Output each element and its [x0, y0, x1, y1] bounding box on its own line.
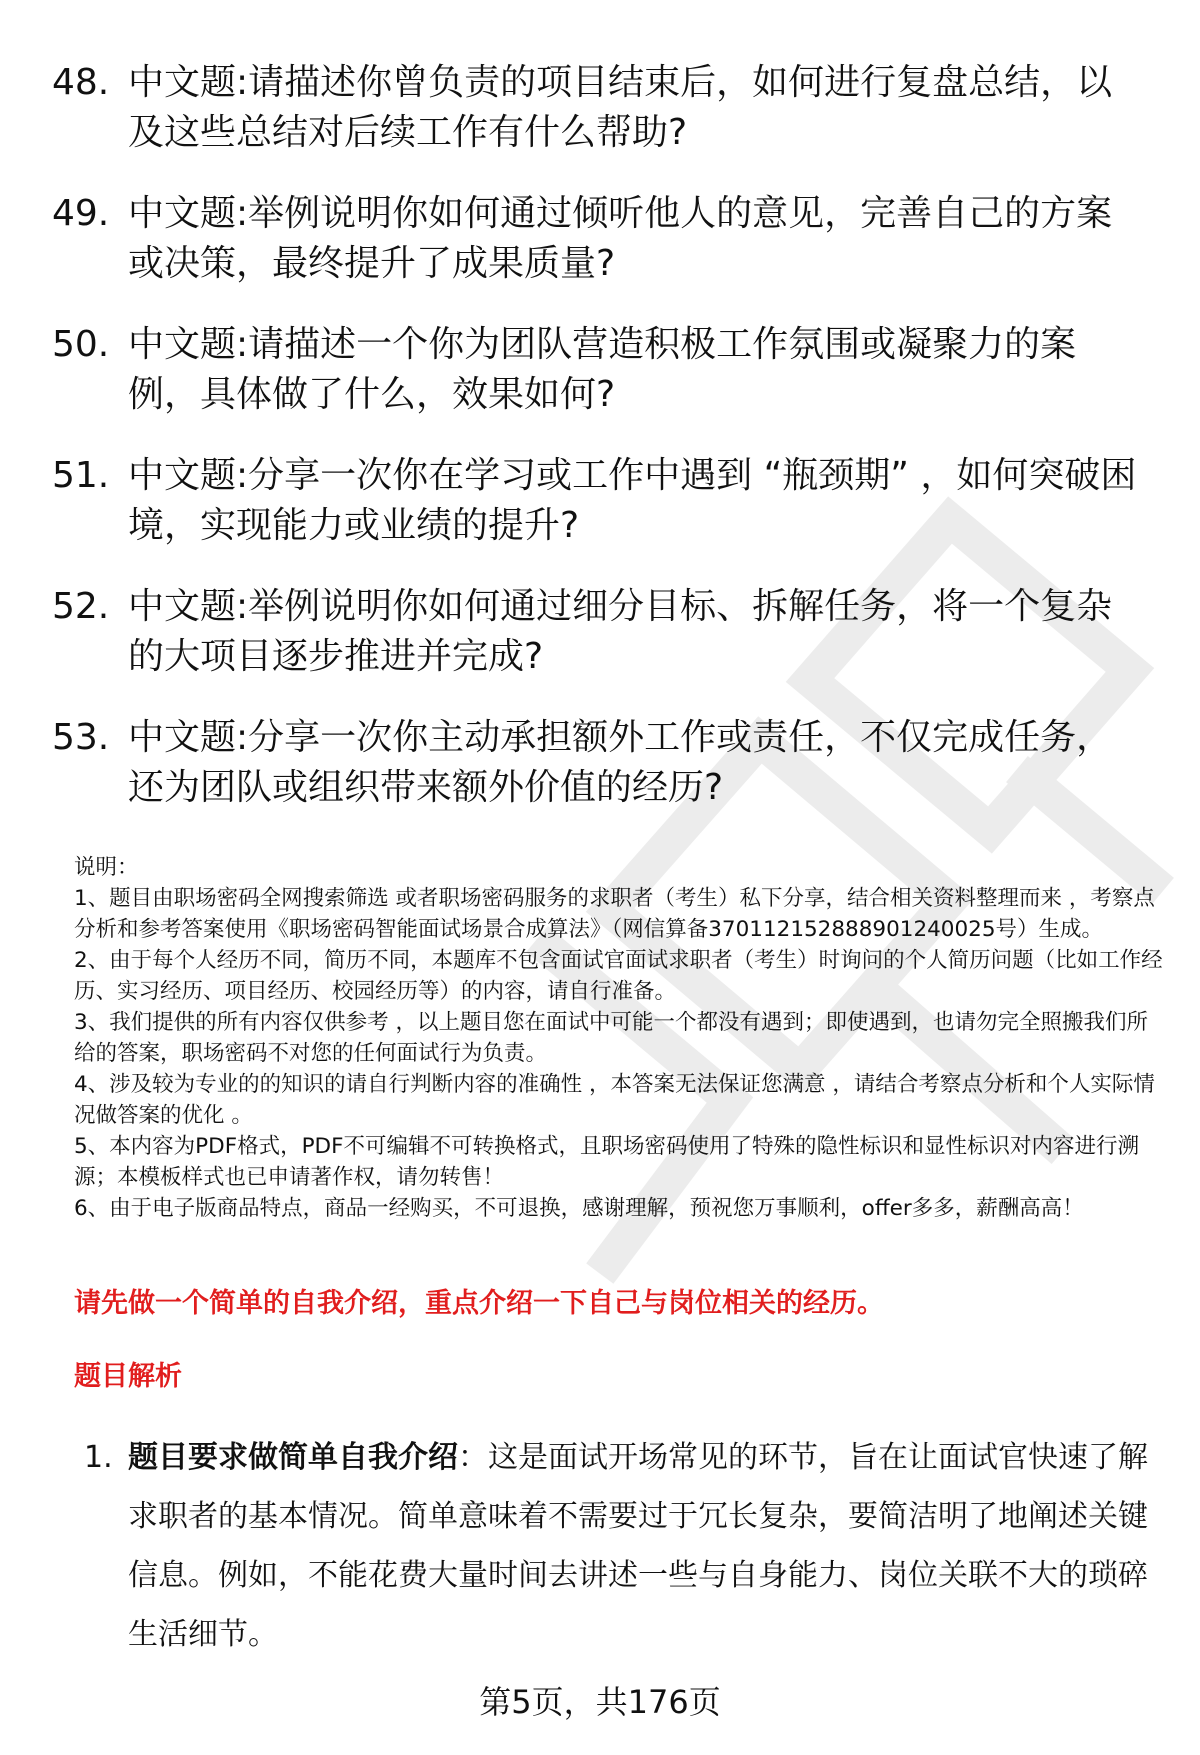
notes-item: 4、涉及较为专业的的知识的请自行判断内容的准确性 ，本答案无法保证您满意 ，请结合考察点分析和个人实际情况做答案的优化 。 — [74, 1072, 1155, 1128]
notes-item: 2、由于每个人经历不同，简历不同，本题库不包含面试官面试求职者（考生）时询问的个人简历问题（比如工作经历、实习经历、项目经历、校园经历等）的内容，请自行准备。 — [74, 948, 1163, 1004]
question-item — [52, 713, 1152, 813]
analysis-heading: 题目解析 — [74, 1361, 182, 1392]
notes-title: 说明： — [74, 855, 139, 880]
analysis-item — [84, 1428, 1164, 1664]
notes-section — [74, 852, 1164, 1224]
page-footer: 第5页，共176页 — [479, 1683, 721, 1721]
question-number: 52. — [52, 586, 110, 627]
question-item — [52, 582, 1152, 682]
question-number: 51. — [52, 455, 110, 496]
question-list — [52, 58, 1152, 844]
question-item — [52, 451, 1152, 551]
intro-question-heading: 请先做一个简单的自我介绍，重点介绍一下自己与岗位相关的经历。 — [74, 1288, 884, 1319]
question-text: 中文题:请描述一个你为团队营造积极工作氛围或凝聚力的案例，具体做了什么，效果如何? — [128, 324, 1077, 415]
question-number: 48. — [52, 62, 110, 103]
notes-item: 6、由于电子版商品特点，商品一经购买，不可退换，感谢理解，预祝您万事顺利，offer多多，薪酬高高！ — [74, 1196, 1084, 1221]
question-number: 53. — [52, 717, 110, 758]
question-number: 50. — [52, 324, 110, 365]
question-item — [52, 58, 1152, 158]
question-item — [52, 189, 1152, 289]
analysis-body — [128, 1428, 1164, 1664]
notes-item: 3、我们提供的所有内容仅供参考 ，以上题目您在面试中可能一个都没有遇到；即使遇到，也请勿完全照搬我们所给的答案，职场密码不对您的任何面试行为负责。 — [74, 1010, 1149, 1066]
question-text: 中文题:分享一次你主动承担额外工作或责任，不仅完成任务，还为团队或组织带来额外价值的经历? — [128, 717, 1113, 808]
question-text: 中文题:举例说明你如何通过倾听他人的意见，完善自己的方案或决策，最终提升了成果质量? — [128, 193, 1113, 284]
analysis-number: 1. — [84, 1440, 113, 1475]
analysis-term: 题目要求做简单自我介绍 — [128, 1440, 458, 1475]
question-text: 中文题:举例说明你如何通过细分目标、拆解任务，将一个复杂的大项目逐步推进并完成? — [128, 586, 1113, 677]
question-text: 中文题:分享一次你在学习或工作中遇到 “瓶颈期” ，如何突破困境，实现能力或业绩的提升? — [128, 455, 1137, 546]
question-number: 49. — [52, 193, 110, 234]
question-text: 中文题:请描述你曾负责的项目结束后，如何进行复盘总结，以及这些总结对后续工作有什么帮助? — [128, 62, 1113, 153]
notes-item: 5、本内容为PDF格式，PDF不可编辑不可转换格式，且职场密码使用了特殊的隐性标识和显性标识对内容进行溯源；本模板样式也已申请著作权，请勿转售！ — [74, 1134, 1139, 1190]
question-item — [52, 320, 1152, 420]
notes-item: 1、题目由职场密码全网搜索筛选 或者职场密码服务的求职者（考生）私下分享，结合相关资料整理而来 ，考察点分析和参考答案使用《职场密码智能面试场景合成算法》（网信算备370112152888901240025号）生成。 — [74, 886, 1155, 942]
analysis-text: ：这是面试开场常见的环节，旨在让面试官快速了解求职者的基本情况。简单意味着不需要过于冗长复杂，要简洁明了地阐述关键信息。例如，不能花费大量时间去讲述一些与自身能力、岗位关联不大的琐碎生活细节。 — [128, 1440, 1148, 1652]
